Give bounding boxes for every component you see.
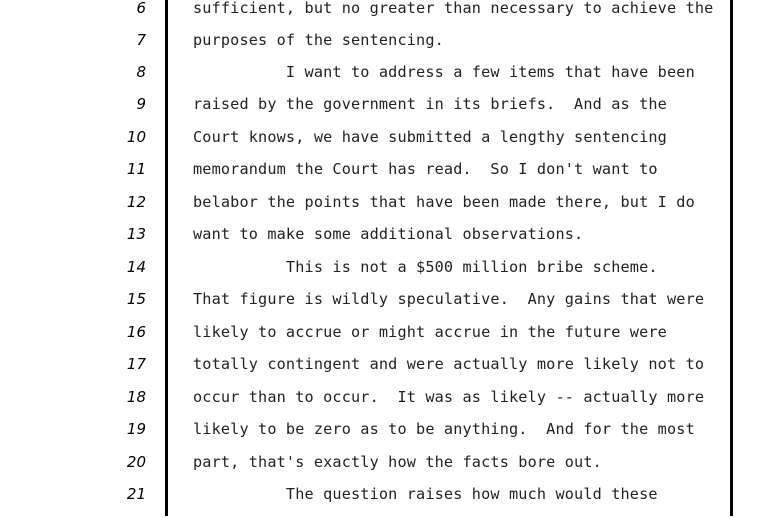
line-text: raised by the government in its briefs. And as the bbox=[193, 95, 667, 113]
line-number: 14 bbox=[126, 258, 146, 276]
line-number: 19 bbox=[126, 420, 146, 438]
transcript-line bbox=[0, 194, 780, 226]
line-text: I want to address a few items that have been bbox=[193, 63, 695, 81]
line-text: The question raises how much would these bbox=[193, 485, 658, 503]
transcript-line bbox=[0, 356, 780, 388]
transcript-line bbox=[0, 421, 780, 453]
line-number: 10 bbox=[126, 128, 146, 146]
transcript-line bbox=[0, 389, 780, 421]
transcript-line bbox=[0, 32, 780, 64]
transcript-line bbox=[0, 324, 780, 356]
line-number: 15 bbox=[126, 290, 146, 308]
transcript-line bbox=[0, 129, 780, 161]
transcript-line bbox=[0, 291, 780, 323]
line-text: occur than to occur. It was as likely -- actually more bbox=[193, 388, 705, 406]
line-number: 8 bbox=[136, 63, 146, 81]
line-number: 21 bbox=[126, 485, 146, 503]
line-number: 18 bbox=[126, 388, 146, 406]
transcript-line bbox=[0, 161, 780, 193]
line-text: want to make some additional observations. bbox=[193, 225, 584, 243]
line-text: likely to accrue or might accrue in the future were bbox=[193, 323, 667, 341]
line-number: 13 bbox=[126, 225, 146, 243]
transcript-line bbox=[0, 226, 780, 258]
line-text: purposes of the sentencing. bbox=[193, 31, 444, 49]
line-number: 6 bbox=[136, 0, 146, 17]
line-number: 7 bbox=[136, 31, 146, 49]
transcript-line bbox=[0, 96, 780, 128]
line-number: 16 bbox=[126, 323, 146, 341]
transcript-line bbox=[0, 64, 780, 96]
line-text: sufficient, but no greater than necessary to achieve the bbox=[193, 0, 714, 17]
line-text: memorandum the Court has read. So I don't want to bbox=[193, 160, 658, 178]
line-number: 20 bbox=[126, 453, 146, 471]
line-text: Court knows, we have submitted a lengthy sentencing bbox=[193, 128, 667, 146]
transcript-line bbox=[0, 0, 780, 32]
line-text: totally contingent and were actually more likely not to bbox=[193, 355, 705, 373]
line-text: part, that's exactly how the facts bore out. bbox=[193, 453, 602, 471]
line-number: 17 bbox=[126, 355, 146, 373]
line-text: That figure is wildly speculative. Any gains that were bbox=[193, 290, 705, 308]
line-number: 12 bbox=[126, 193, 146, 211]
transcript-line bbox=[0, 454, 780, 486]
line-text: likely to be zero as to be anything. And for the most bbox=[193, 420, 695, 438]
line-number: 11 bbox=[126, 160, 146, 178]
line-number: 9 bbox=[136, 95, 146, 113]
line-text: belabor the points that have been made there, but I do bbox=[193, 193, 695, 211]
line-text: This is not a $500 million bribe scheme. bbox=[193, 258, 658, 276]
transcript-line bbox=[0, 259, 780, 291]
transcript-line bbox=[0, 486, 780, 518]
